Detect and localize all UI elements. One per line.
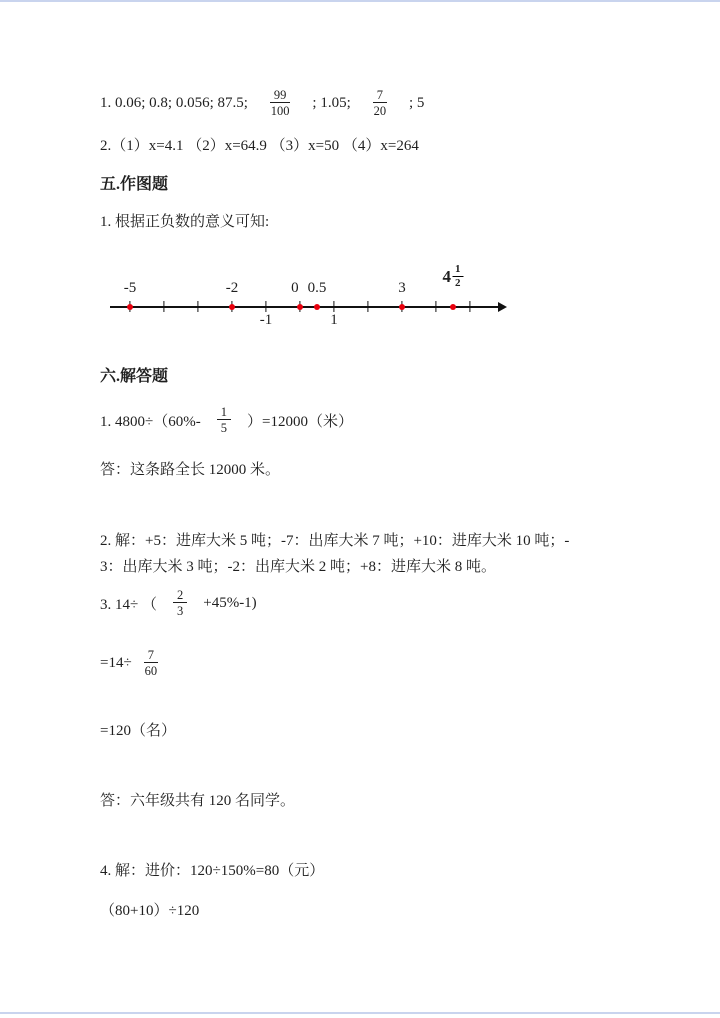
problem1-answer: 答：这条路全长 12000 米。 <box>100 462 281 478</box>
mixed-number-whole: 4 <box>442 266 451 286</box>
fraction-numerator: 1 <box>217 405 231 420</box>
fraction-denominator: 2 <box>455 276 461 289</box>
page-bottom-border <box>0 1012 720 1014</box>
tick-mark <box>435 301 436 312</box>
number-line <box>92 252 532 344</box>
plotted-point-dot <box>127 304 133 310</box>
section5-item1: 1. 根据正负数的意义可知: <box>100 214 270 230</box>
section6-heading: 六.解答题 <box>100 368 169 385</box>
fraction-2-3 <box>173 588 187 619</box>
fraction-denominator: 60 <box>144 664 158 678</box>
answer-line-1 <box>100 83 424 123</box>
mixed-number-label <box>443 264 464 289</box>
fraction-denominator: 20 <box>373 104 387 118</box>
answer-line-1-prefix: 1. 0.06; 0.8; 0.056; 87.5; <box>100 94 248 111</box>
fraction-7-60 <box>144 648 158 679</box>
fraction-numerator: 2 <box>173 588 187 603</box>
axis-label-below: -1 <box>259 312 273 328</box>
fraction-numerator: 99 <box>270 88 291 103</box>
problem2-line2: 3：出库大米 3 吨；-2：出库大米 2 吨；+8：进库大米 8 吨。 <box>100 559 496 575</box>
tick-mark <box>197 301 198 312</box>
tick-mark <box>333 301 334 312</box>
plotted-point-dot <box>229 304 235 310</box>
axis-label-below: 1 <box>330 312 338 328</box>
number-line-arrow <box>498 302 507 312</box>
fraction-99-100 <box>270 88 291 119</box>
tick-mark <box>367 301 368 312</box>
fraction-denominator: 100 <box>270 104 290 118</box>
problem3-step2 <box>100 643 170 683</box>
fraction-numerator: 7 <box>373 88 387 103</box>
answer-line-2: 2.（1）x=4.1 （2）x=64.9 （3）x=50 （4）x=264 <box>100 138 419 154</box>
problem2-line1: 2. 解：+5：进库大米 5 吨；-7：出库大米 7 吨；+10：进库大米 10 吨；- <box>100 533 570 549</box>
axis-label-above: 0 <box>291 280 299 296</box>
fraction-7-20 <box>373 88 387 119</box>
mixed-number-fraction <box>452 264 464 289</box>
tick-mark <box>469 301 470 312</box>
problem3-answer: 答：六年级共有 120 名同学。 <box>100 793 296 809</box>
plotted-point-dot <box>450 304 456 310</box>
plotted-point-dot <box>297 304 303 310</box>
problem4-line2: （80+10）÷120 <box>100 903 200 919</box>
problem3-equation <box>100 583 257 623</box>
axis-label-above: 3 <box>398 280 406 296</box>
problem4-line1: 4. 解：进价：120÷150%=80（元） <box>100 863 325 879</box>
problem1-suffix: ）=12000（米） <box>246 413 353 430</box>
answer-line-1-suffix: ; 5 <box>409 94 425 111</box>
axis-label-above: -2 <box>225 280 239 296</box>
plotted-point-dot <box>399 304 405 310</box>
problem3-prefix: 3. 14÷ （ <box>100 596 157 613</box>
axis-label-above: 0.5 <box>307 280 327 296</box>
problem1-prefix: 1. 4800÷（60%- <box>100 413 201 430</box>
fraction-numerator: 7 <box>144 648 158 663</box>
problem3-step2-prefix: =14÷ <box>100 654 132 671</box>
problem3-step3: =120（名） <box>100 723 176 739</box>
problem3-suffix: +45%-1) <box>203 594 257 611</box>
plotted-point-dot <box>314 304 320 310</box>
axis-label-above: -5 <box>123 280 137 296</box>
tick-mark <box>265 301 266 312</box>
page-top-border <box>0 0 720 2</box>
fraction-denominator: 3 <box>176 604 184 618</box>
fraction-numerator: 1 <box>452 264 464 277</box>
tick-mark <box>163 301 164 312</box>
problem1-equation <box>100 400 353 440</box>
fraction-denominator: 5 <box>220 421 227 435</box>
section5-heading: 五.作图题 <box>100 176 169 193</box>
fraction-1-5 <box>217 405 231 436</box>
answer-line-1-mid: ; 1.05; <box>312 94 351 111</box>
number-line-axis <box>110 306 500 308</box>
